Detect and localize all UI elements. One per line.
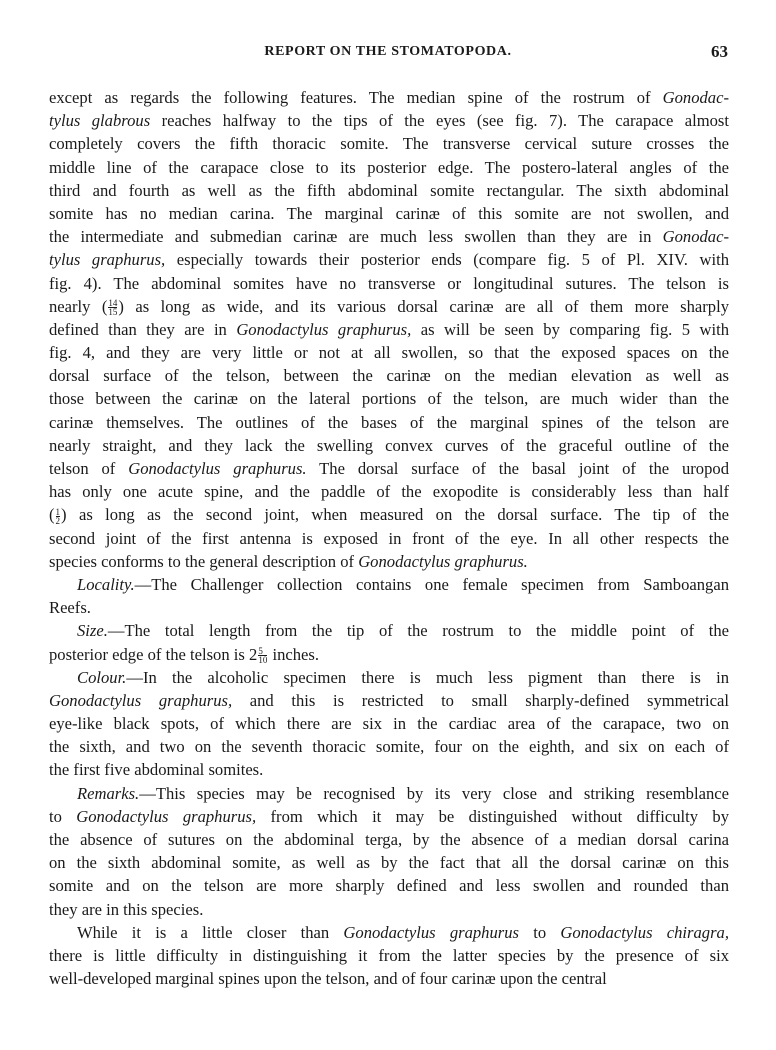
text-run: telson of	[49, 459, 129, 478]
section-heading: Locality.	[77, 574, 135, 594]
text-run: —In the alcoholic specimen there is much less pigment than there is in	[126, 667, 729, 687]
text-run: reaches halfway to the tips of the eyes (see fig. 7). The carapace almost	[150, 111, 729, 131]
fraction: $\frac{1}{2}$	[55, 507, 61, 527]
text-run: —This species may be recognised by its very close and striking resemblance	[139, 783, 729, 803]
text-run: the intermediate and submedian carinæ are much less swollen than they are in	[49, 227, 663, 247]
paragraph-description	[49, 86, 729, 573]
text-run: The dorsal surface of the basal joint of the uropod	[306, 459, 729, 478]
text-run: middle line of the carapace close to its posterior edge. The postero-lateral angles of the	[49, 157, 729, 177]
text-line	[49, 225, 729, 248]
section-heading: Remarks.	[77, 783, 140, 803]
text-line	[49, 156, 729, 179]
text-line	[49, 666, 729, 689]
paragraph-remarks	[49, 782, 729, 921]
text-run: third and fourth as well as the fifth abdominal somite rectangular. The sixth abdominal	[49, 180, 729, 200]
section-heading: Size.	[77, 621, 108, 641]
paragraph-final	[49, 921, 729, 991]
text-run: (	[49, 505, 55, 525]
text-run: the first five abdominal somites.	[49, 760, 264, 780]
text-line	[49, 805, 729, 828]
text-line	[49, 248, 729, 271]
text-line	[49, 921, 729, 944]
text-run: fig. 4). The abdominal somites have no transverse or longitudinal sutures. The telson is	[49, 273, 729, 293]
text-line	[49, 689, 729, 712]
fraction: $\frac{5}{10}$	[258, 646, 268, 666]
text-line	[49, 898, 729, 921]
text-run: nearly (	[49, 296, 108, 316]
text-line	[49, 782, 729, 805]
species-name: Gonodac-	[662, 88, 729, 107]
species-name: Gonodactylus graphurus.	[358, 551, 528, 571]
species-name: Gonodactylus graphurus,	[236, 319, 412, 339]
text-run: to	[518, 922, 561, 942]
text-run: carinæ themselves. The outlines of the bases of the marginal spines of the telson are	[49, 412, 729, 432]
text-run: fig. 4, and they are very little or not at all swollen, so that the exposed spaces on the	[49, 343, 729, 363]
text-run: as will be seen by comparing fig. 5 with	[411, 319, 730, 339]
species-name: Gonodactylus chiragra,	[560, 922, 729, 942]
text-run: ) as long as wide, and its various dorsal carinæ are all of them more sharply	[118, 296, 729, 316]
text-run: While it is a little closer than	[77, 922, 344, 942]
species-name: Gonodactylus graphurus,	[49, 690, 233, 710]
paragraph-locality	[49, 573, 729, 619]
text-line	[49, 735, 729, 758]
text-run: there is little difficulty in distinguishing it from the latter species by the presence of six	[49, 945, 729, 965]
text-run: ) as long as the second joint, when measured on the dorsal surface. The tip of the	[61, 505, 729, 525]
text-run: defined than they are in	[49, 319, 237, 339]
text-line	[49, 132, 729, 155]
text-line	[49, 457, 729, 480]
running-title: REPORT ON THE STOMATOPODA.	[264, 44, 512, 59]
species-name: Gonodactylus graphurus.	[128, 459, 307, 478]
text-line	[49, 828, 729, 851]
text-line: Reefs.	[49, 598, 91, 618]
text-run: and this is restricted to small sharply-defined symmetrical	[232, 690, 730, 710]
text-line	[49, 480, 729, 503]
text-line	[49, 944, 729, 967]
text-run: from which it may be distinguished without difficulty by	[256, 806, 729, 826]
species-name: Gonodac-	[662, 227, 729, 247]
text-run: species conforms to the general description of	[49, 551, 359, 571]
text-run: somite and on the telson are more sharply defined and less swollen and rounded than	[49, 876, 729, 896]
text-line	[49, 318, 729, 341]
text-run: second joint of the first antenna is exposed in front of the eye. In all other respects the	[49, 528, 729, 548]
text-line	[49, 341, 729, 364]
section-heading: Colour.	[77, 667, 127, 687]
text-line	[49, 387, 729, 410]
species-name: Gonodactylus graphurus,	[76, 806, 257, 826]
species-name: Gonodactylus graphurus	[343, 922, 519, 942]
text-run: they are in this species.	[49, 899, 204, 919]
page-header	[48, 44, 728, 68]
text-line	[49, 527, 729, 550]
text-run: has only one acute spine, and the paddle of the exopodite is considerably less than half	[49, 482, 729, 502]
text-line	[49, 202, 729, 225]
text-line	[49, 851, 729, 874]
text-line	[49, 434, 729, 457]
paragraph-size	[49, 619, 729, 665]
text-line: Size.—The total length from the tip of the rostrum to the middle point of the	[77, 621, 729, 641]
text-run: those between the carinæ on the lateral portions of the telson, are much wider than the	[49, 389, 729, 409]
text-run: the absence of sutures on the abdominal terga, by the absence of a median dorsal carina	[49, 830, 729, 849]
text-run: somite has no median carina. The marginal carinæ of this somite are not swollen, and	[49, 203, 729, 223]
text-line	[49, 86, 729, 109]
text-line	[49, 712, 729, 735]
text-run: except as regards the following features. The median spine of the rostrum of	[49, 88, 663, 107]
text-line	[49, 295, 729, 318]
text-run: especially towards their posterior ends (compare fig. 5 of Pl. XIV. with	[165, 250, 730, 270]
text-run: eye-like black spots, of which there are six in the cardiac area of the carapace, two on	[49, 714, 729, 734]
text-line	[49, 109, 729, 132]
text-run: to	[49, 806, 77, 826]
text-line	[49, 364, 729, 387]
text-line	[49, 411, 729, 434]
paragraph-colour	[49, 666, 729, 782]
page-number: 63	[711, 42, 728, 61]
text-run: nearly straight, and they lack the swelling convex curves of the graceful outline of the	[49, 435, 729, 455]
text-run: completely covers the fifth thoracic somite. The transverse cervical suture crosses the	[49, 134, 729, 154]
text-line	[49, 503, 729, 526]
text-run: dorsal surface of the telson, between the carinæ on the median elevation as well as	[49, 366, 729, 386]
text-line	[49, 550, 729, 573]
species-name: tylus glabrous	[49, 111, 151, 131]
text-line	[49, 874, 729, 897]
text-line: Locality.—The Challenger collection contains one female specimen from Samboangan	[77, 574, 729, 594]
text-line	[49, 758, 729, 781]
text-line	[49, 179, 729, 202]
text-run: the sixth, and two on the seventh thoracic somite, four on the eighth, and six on each of	[49, 737, 729, 757]
text-line	[49, 967, 729, 990]
fraction: $\frac{14}{15}$	[108, 298, 118, 318]
body-text	[49, 86, 729, 990]
text-line: posterior edge of the telson is 2 $\frac{5}{10}$ inches.	[49, 644, 320, 666]
text-line	[49, 272, 729, 295]
species-name: tylus graphurus,	[49, 250, 166, 270]
text-run: on the sixth abdominal somite, as well as by the fact that all the dorsal carinæ on this	[49, 853, 729, 873]
text-run: well-developed marginal spines upon the telson, and of four carinæ upon the central	[49, 969, 607, 989]
